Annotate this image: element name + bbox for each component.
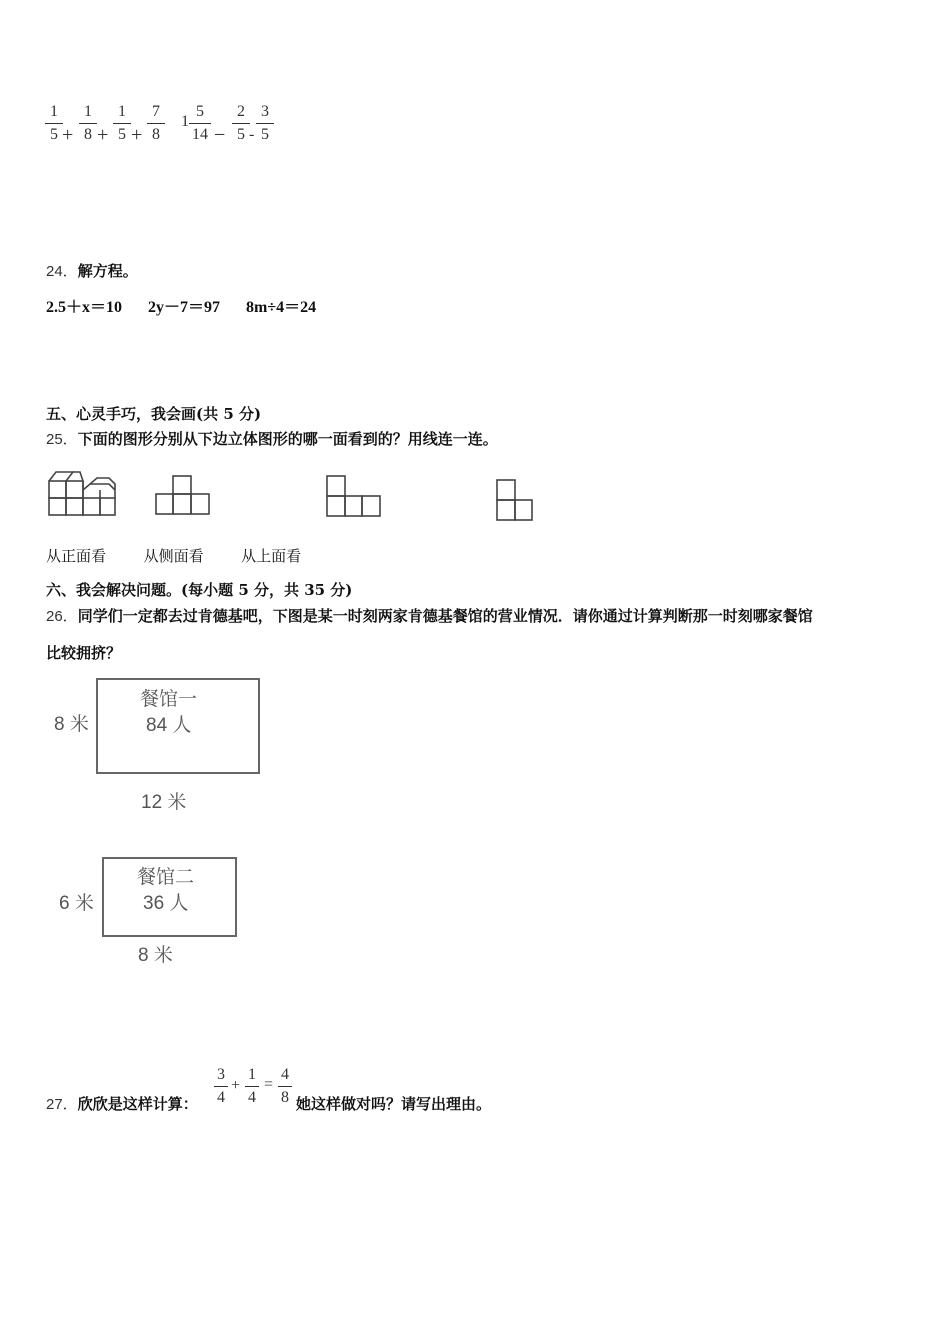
question-title: 解方程。 [77, 262, 138, 280]
fraction [232, 103, 250, 144]
denominator: 5 [261, 126, 269, 143]
operator: = [264, 1076, 274, 1093]
operator: + [97, 124, 109, 146]
question-25 [46, 428, 498, 449]
numerator: 7 [152, 103, 160, 120]
view-label-top: 从上面看 [241, 547, 302, 565]
fraction-bar [189, 123, 211, 124]
denominator: 8 [281, 1089, 289, 1106]
operator: + [131, 124, 143, 146]
fraction-bar [256, 123, 274, 124]
view-figure-2 [325, 473, 383, 519]
numerator: 5 [196, 103, 204, 120]
view-figure-3 [495, 478, 535, 524]
denominator: 4 [248, 1089, 256, 1106]
view-labels [46, 545, 301, 566]
question-26 [46, 605, 916, 626]
question-27-prefix [46, 1093, 198, 1114]
fraction [113, 103, 131, 144]
fraction [256, 103, 274, 144]
question-text: 欣欣是这样计算： [77, 1095, 198, 1113]
fraction [245, 1066, 259, 1107]
fraction [214, 1066, 228, 1107]
fraction-bar [214, 1086, 228, 1087]
numerator: 1 [84, 103, 92, 120]
restaurant-1-height: 8 米 [54, 714, 89, 735]
view-label-front: 从正面看 [46, 547, 107, 565]
numerator: 3 [261, 103, 269, 120]
fraction [79, 103, 97, 144]
fraction [147, 103, 165, 144]
fraction-bar [79, 123, 97, 124]
numerator: 1 [118, 103, 126, 120]
numerator: 1 [50, 103, 58, 120]
numerator: 2 [237, 103, 245, 120]
restaurant-2-height: 6 米 [59, 893, 94, 914]
denominator: 14 [192, 126, 208, 143]
question-text: 同学们一定都去过肯德基吧，下图是某一时刻两家肯德基餐馆的营业情况．请你通过计算判断那一时刻哪家餐馆 [77, 607, 813, 625]
numerator: 4 [281, 1066, 289, 1083]
question-text-continued: 比较拥挤？ [46, 644, 122, 662]
question-number: 26． [46, 608, 78, 625]
fraction-bar [113, 123, 131, 124]
fraction-bar [232, 123, 250, 124]
operator: + [62, 124, 74, 146]
numerator: 1 [248, 1066, 256, 1083]
question-number: 24． [46, 263, 78, 280]
denominator: 5 [237, 126, 245, 143]
denominator: 8 [84, 126, 92, 143]
view-figure-1 [154, 473, 212, 517]
section-heading-6: 六、我会解决问题。(每小题 5 分，共 35 分) [46, 581, 353, 599]
section-heading-5: 五、心灵手巧，我会画(共 5 分) [46, 405, 262, 423]
mixed-whole: 1 [181, 113, 189, 130]
denominator: 5 [118, 126, 126, 143]
restaurant-2-width: 8 米 [138, 945, 173, 966]
equation: 2y－7＝97 [148, 299, 221, 316]
denominator: 4 [217, 1089, 225, 1106]
equation: 2.5＋x＝10 [46, 299, 123, 316]
fraction-bar [278, 1086, 292, 1087]
operator: − [214, 124, 226, 146]
restaurant-2-name: 餐馆二 [137, 867, 195, 888]
equations-row [46, 294, 316, 317]
equation: 8m÷4＝24 [246, 299, 317, 316]
question-number: 25． [46, 431, 78, 448]
operator: - [249, 126, 255, 143]
fraction [278, 1066, 292, 1107]
restaurant-1-people: 84 人 [146, 715, 192, 736]
denominator: 8 [152, 126, 160, 143]
fraction-bar [245, 1086, 259, 1087]
restaurant-1-name: 餐馆一 [140, 689, 198, 710]
fraction [189, 103, 211, 144]
denominator: 5 [50, 126, 58, 143]
question-number: 27． [46, 1096, 78, 1113]
fraction [45, 103, 63, 144]
numerator: 3 [217, 1066, 225, 1083]
fraction-bar [45, 123, 63, 124]
restaurant-1-width: 12 米 [141, 792, 187, 813]
question-text: 下面的图形分别从下边立体图形的哪一面看到的？用线连一连。 [77, 430, 498, 448]
view-label-side: 从侧面看 [143, 547, 204, 565]
operator: + [231, 1077, 241, 1094]
question-text-suffix: 她这样做对吗？请写出理由。 [296, 1095, 492, 1113]
question-24 [46, 260, 138, 281]
fraction-bar [147, 123, 165, 124]
solid-figure [47, 466, 119, 518]
restaurant-2-people: 36 人 [143, 893, 189, 914]
